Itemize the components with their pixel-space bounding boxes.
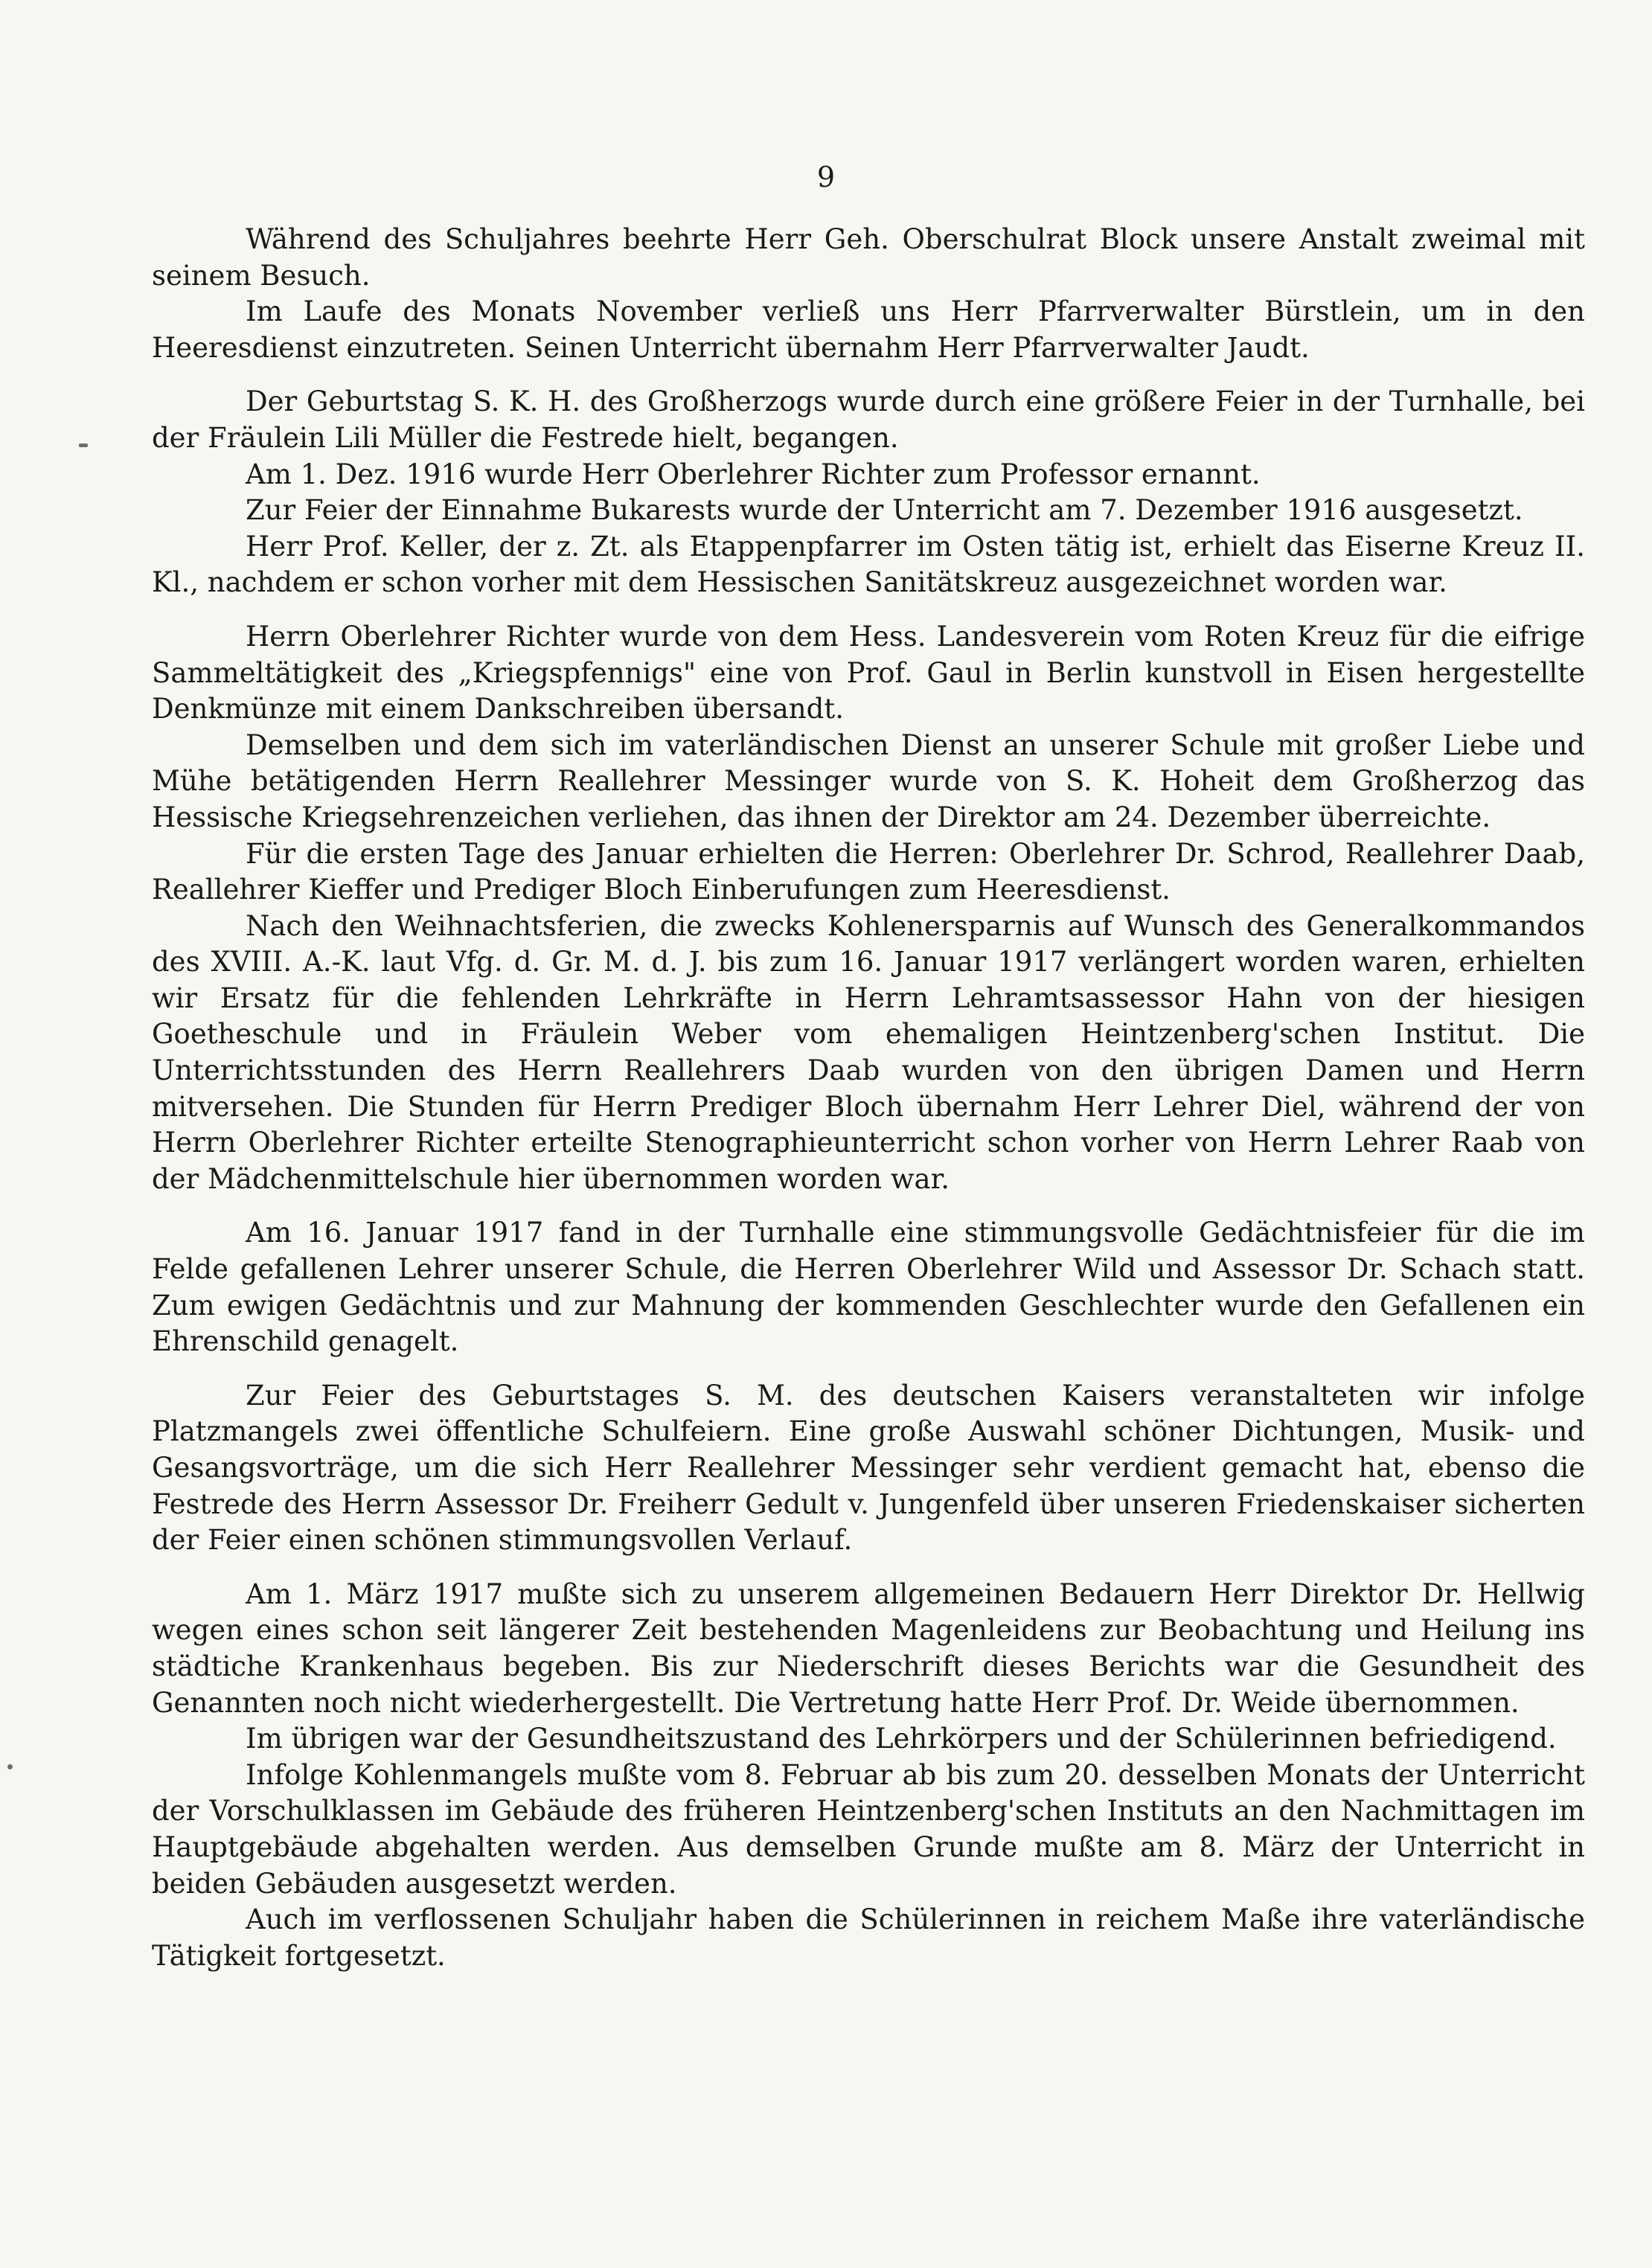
paragraph: Zur Feier des Geburtstages S. M. des deutschen Kaisers veranstalteten wir infolge Platzmangels zwei öffentliche Schulfeiern. Eine große Auswahl schöner Dichtungen, Musik- und Gesangsvorträge, um die sich Herr Reallehrer Messinger sehr verdient gemacht hat, ebenso die Festrede des Herrn Assessor Dr. Freiherr Gedult v. Jungenfeld über unseren Friedenskaiser sicherten der Feier einen schönen stimmungsvollen Verlauf. [152, 1379, 1585, 1557]
paragraph: Auch im verflossenen Schuljahr haben die Schülerinnen in reichem Maße ihre vaterländische Tätigkeit fortgesetzt. [152, 1903, 1585, 1972]
paragraph: Zur Feier der Einnahme Bukarests wurde der Unterricht am 7. Dezember 1916 ausgesetzt. [246, 494, 1523, 527]
paragraph: Am 1. Dez. 1916 wurde Herr Oberlehrer Richter zum Professor ernannt. [246, 458, 1261, 490]
paragraph: Im Laufe des Monats November verließ uns Herr Pfarrverwalter Bürstlein, um in den Heeresdienst einzutreten. Seinen Unterricht übernahm Herr Pfarrverwalter Jaudt. [152, 295, 1585, 364]
paragraph: Am 1. März 1917 mußte sich zu unserem allgemeinen Bedauern Herr Direktor Dr. Hellwig wegen eines schon seit längerer Zeit bestehenden Magenleidens zur Beobachtung und Heilung ins städtiche Krankenhaus begeben. Bis zur Niederschrift dieses Berichts war die Gesundheit des Genannten noch nicht wiederhergestellt. Die Vertretung hatte Herr Prof. Dr. Weide übernommen. [152, 1577, 1585, 1719]
paragraph: Im übrigen war der Gesundheitszustand des Lehrkörpers und der Schülerinnen befriedigend. [246, 1723, 1557, 1755]
stray-mark [7, 1764, 13, 1769]
paragraph: Der Geburtstag S. K. H. des Großherzogs wurde durch eine größere Feier in der Turnhalle, bei der Fräulein Lili Müller die Festrede hielt, begangen. [152, 385, 1585, 454]
stray-mark [79, 443, 88, 447]
paragraph: Demselben und dem sich im vaterländischen Dienst an unserer Schule mit großer Liebe und Mühe betätigenden Herrn Reallehrer Messinger wurde von S. K. Hoheit dem Großherzog das Hessische Kriegsehrenzeichen verliehen, das ihnen der Direktor am 24. Dezember überreichte. [152, 728, 1585, 833]
paragraph: Am 16. Januar 1917 fand in der Turnhalle eine stimmungsvolle Gedächtnisfeier für die im Felde gefallenen Lehrer unserer Schule, die Herren Oberlehrer Wild und Assessor Dr. Schach statt. Zum ewigen Gedächtnis und zur Mahnung der kommenden Geschlechter wurde den Gefallenen ein Ehrenschild genagelt. [152, 1217, 1585, 1358]
report-body [152, 222, 1585, 1974]
paragraph: Herr Prof. Keller, der z. Zt. als Etappenpfarrer im Osten tätig ist, erhielt das Eiserne Kreuz II. Kl., nachdem er schon vorher mit dem Hessischen Sanitätskreuz ausgezeichnet worden war. [152, 530, 1585, 599]
paragraph: Infolge Kohlenmangels mußte vom 8. Februar ab bis zum 20. desselben Monats der Unterricht der Vorschulklassen im Gebäude des früheren Heintzenberg'schen Instituts an den Nachmittagen im Hauptgebäude abgehalten werden. Aus demselben Grunde mußte am 8. März der Unterricht in beiden Gebäuden ausgesetzt werden. [152, 1758, 1585, 1900]
paragraph: Während des Schuljahres beehrte Herr Geh. Oberschulrat Block unsere Anstalt zweimal mit seinem Besuch. [152, 223, 1585, 292]
paragraph: Für die ersten Tage des Januar erhielten die Herren: Oberlehrer Dr. Schrod, Reallehrer Daab, Reallehrer Kieffer und Prediger Bloch Einberufungen zum Heeresdienst. [152, 837, 1585, 906]
paragraph: Nach den Weihnachtsferien, die zwecks Kohlenersparnis auf Wunsch des Generalkommandos des XVIII. A.-K. laut Vfg. d. Gr. M. d. J. bis zum 16. Januar 1917 verlängert worden waren, erhielten wir Ersatz für die fehlenden Lehrkräfte in Herrn Lehramtsassessor Hahn von der hiesigen Goetheschule und in Fräulein Weber vom ehemaligen Heintzenberg'schen Institut. Die Unterrichtsstunden des Herrn Reallehrers Daab wurden von den übrigen Damen und Herrn mitversehen. Die Stunden für Herrn Prediger Bloch übernahm Herr Lehrer Diel, während der von Herrn Oberlehrer Richter erteilte Stenographieunterricht schon vorher von Herrn Lehrer Raab von der Mädchenmittelschule hier übernommen worden war. [152, 909, 1585, 1195]
page-number: 9 [816, 161, 836, 193]
paragraph: Herrn Oberlehrer Richter wurde von dem Hess. Landesverein vom Roten Kreuz für die eifrige Sammeltätigkeit des „Kriegspfennigs" eine von Prof. Gaul in Berlin kunstvoll in Eisen hergestellte Denkmünze mit einem Dankschreiben übersandt. [152, 620, 1585, 725]
